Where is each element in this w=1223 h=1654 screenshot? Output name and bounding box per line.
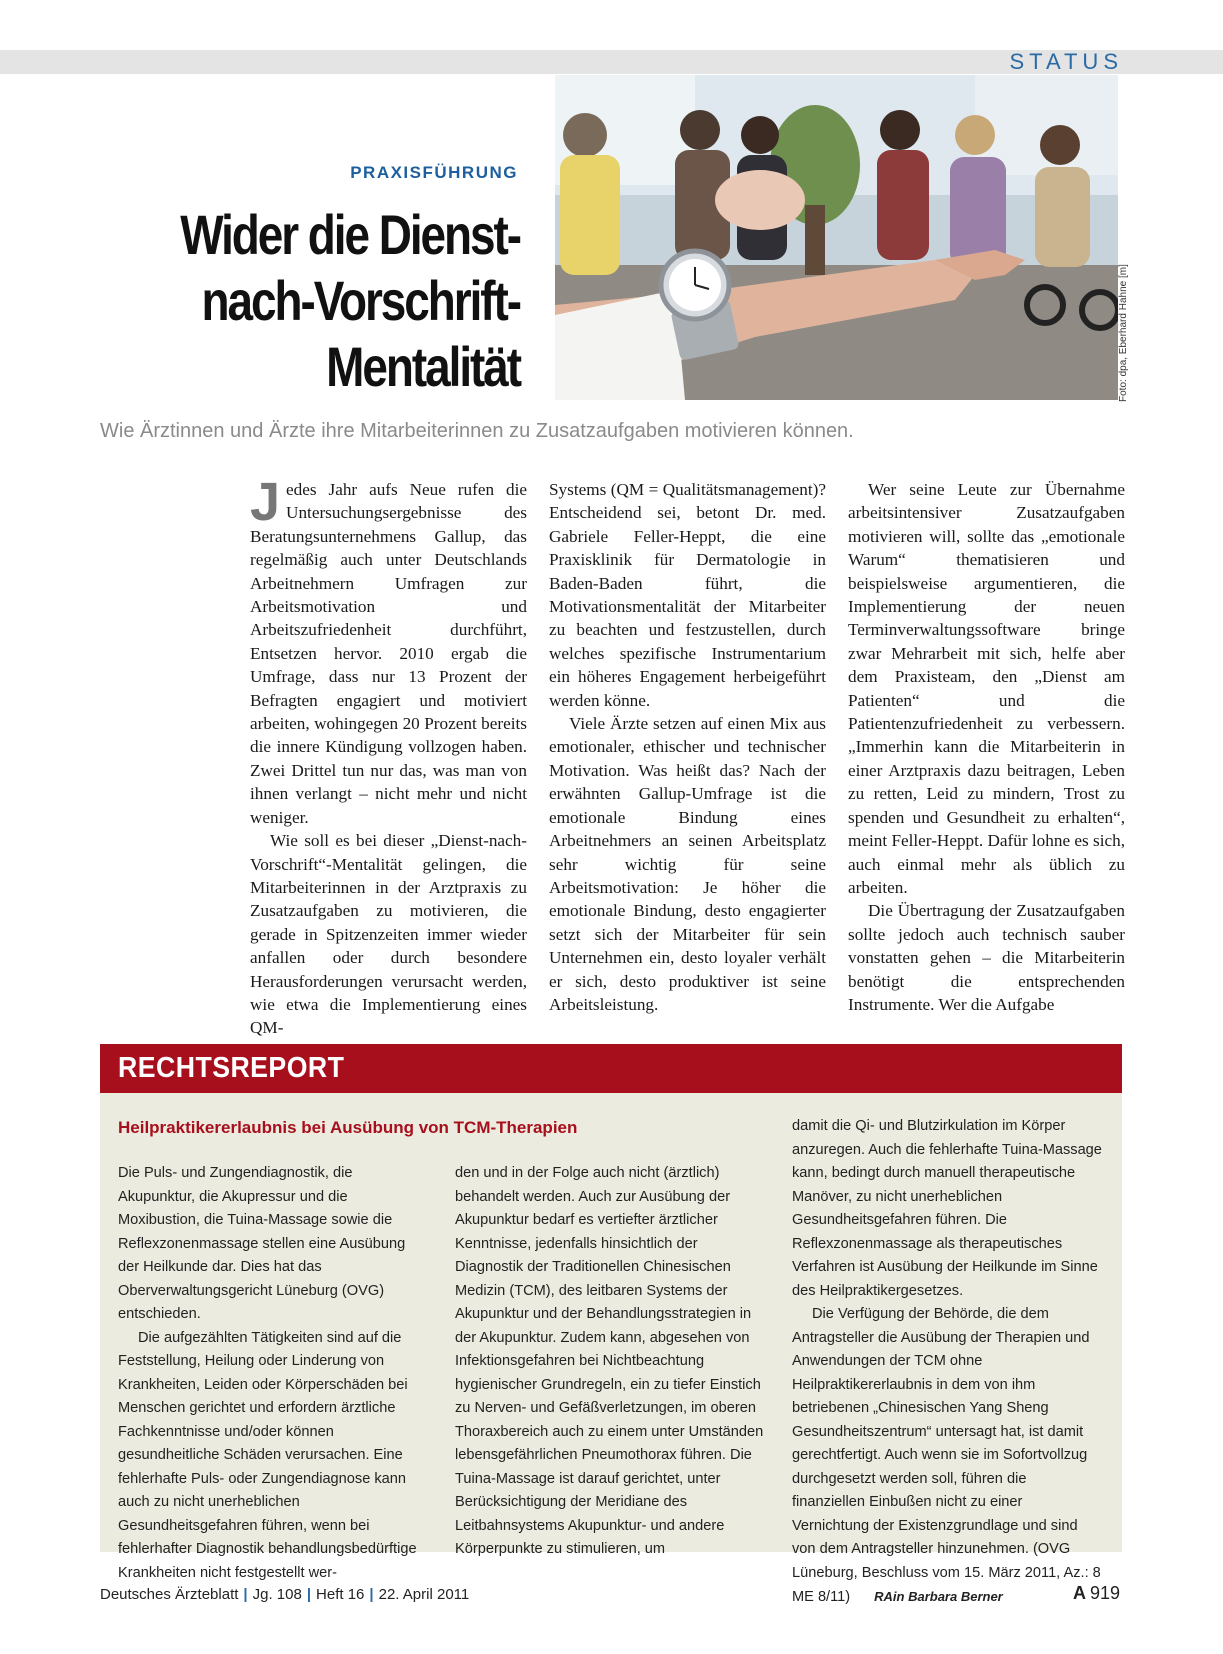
footer-separator: | [243, 1586, 248, 1603]
headline-line-2: nach-Vorschrift- [201, 269, 520, 332]
paragraph-text: Die Verfügung der Behörde, die dem Antragsteller die Ausübung der Therapien und Anwendungen der TCM ohne Heilpraktikererlaubnis in dem von ihm betriebenen „Chinesischen Yang Sheng Gesundheitszentrum“ untersagt hat, ist damit gerechtfertigt. Auch wenn sie im Sofortvollzug durchgesetzt werden soll, führen die finanziellen Einbußen nicht zu einer Vernichtung der Existenzgrundlage und sind von dem Antragsteller hinzunehmen. (OVG Lüneburg, Beschluss vom 15. März 2011, Az.: 8 ME 8/11) [792, 1306, 1101, 1605]
rechtsreport-headline: Heilpraktikererlaubnis bei Ausübung von TCM-Therapien [118, 1118, 578, 1137]
issue: Heft 16 [316, 1586, 365, 1603]
article-paragraph: Wer seine Leute zur Übernahme arbeitsintensiver Zusatzaufgaben motivieren will, sollte das „emotionale Warum“ thematisieren und beispielsweise argumentieren, die Implementierung der neuen Terminverwaltungssoftware bringe zwar Mehrarbeit mit sich, helfe aber dem Praxisteam, den „Dienst am Patienten“ und die Patientenzufriedenheit zu verbessern. „Immerhin kann die Mitarbeiterin in einer Arztpraxis dazu beitragen, Leben zu retten, Leid zu mindern, Trost zu spenden und Gesundheit zu erhalten“, meint Feller-Heppt. Dafür lohne es sich, auch einmal mehr als üblich zu arbeiten. [848, 480, 1125, 897]
rechtsreport-paragraph: den und in der Folge auch nicht (ärztlich) behandelt werden. Auch zur Ausübung der Akupunktur bedarf es vertiefter ärztlicher Kenntnisse, jedenfalls hinsichtlich der Diagnostik der Traditionellen Chinesischen Medizin (TCM), des leitbaren Systems der Akupunktur und der Behandlungsstrategien in der Akupunktur. Zudem kann, abgesehen von Infektionsgefahren bei Nichtbeachtung hygienischer Grundregeln, ein zu tiefer Einstich zu Nerven- und Gefäßverletzungen, im oberen Thoraxbereich auch zu einem unter Umständen lebensgefährlichen Pneumothorax führen. Die Tuina-Massage ist darauf gerichtet, unter Berücksichtigung der Meridiane des Leitbahnsystems Akupunktur- und andere Körperpunkte zu stimulieren, um [455, 1165, 764, 1557]
paragraph-text: edes Jahr aufs Neue rufen die Untersuchungsergebnisse des Beratungsunternehmens Gallup, das regelmäßig auch unter Deutschlands Arbeitnehmern Umfragen zur Arbeitsmotivation und Arbeitszufriedenheit durchführt, Entsetzen hervor. 2010 ergab die Umfrage, dass nur 13 Prozent der Befragten engagiert und motiviert arbeiten, wohingegen 20 Prozent bereits die innere Kündigung vollzogen haben. Zwei Drittel tun nur das, was man von ihnen verlangt – nicht mehr und nicht weniger. [250, 480, 527, 827]
article-paragraph: Viele Ärzte setzen auf einen Mix aus emotionaler, ethischer und technischer Motivation. Was heißt das? Nach der erwähnten Gallup-Umfrage ist die emotionale Bindung eines Arbeitnehmers an seinen Arbeitsplatz sehr wichtig für seine Arbeitsmotivation: Je höher die emotionale Bindung, desto engagierter setzt sich der Mitarbeiter für sein Unternehmen ein, desto loyaler verhält er sich, desto produktiver ist seine Arbeitsleistung. [549, 714, 826, 1014]
journal-name: Deutsches Ärzteblatt [100, 1586, 239, 1603]
kicker: PRAXISFÜHRUNG [350, 163, 518, 182]
photo-credit: Foto: dpa, Eberhard Hahne [m] [1118, 264, 1129, 402]
headline-line-3: Mentalität [326, 335, 520, 398]
article-column-3 [848, 478, 1125, 1016]
page-number-value: 919 [1089, 1583, 1120, 1603]
footer-separator: | [369, 1586, 374, 1603]
headline-line-1: Wider die Dienst- [180, 203, 520, 266]
rechtsreport-paragraph [792, 1303, 1102, 1610]
article-paragraph: Die Übertragung der Zusatzaufgaben sollte jedoch auch technisch sauber vonstatten gehen – die Mitarbeiterin benötigt die entsprechenden Instrumente. Wer die Aufgabe [848, 901, 1125, 1014]
article-paragraph: Systems (QM = Qualitätsmanagement)? Entscheidend sei, betont Dr. med. Gabriele Feller-Heppt, die eine Praxisklinik für Dermatologie in Baden-Baden führt, die Motivationsmentalität der Mitarbeiter zu beachten und festzustellen, durch welches spezifische Instrumentarium ein höheres Engagement herbeigeführt werden könne. [549, 480, 826, 710]
rechtsreport-paragraph: Die aufgezählten Tätigkeiten sind auf die Feststellung, Heilung oder Linderung von Krankheiten, Leiden oder Körperschäden bei Menschen gerichtet und erfordern ärztliche Fachkenntnisse und/oder können gesundheitliche Schäden verursachen. Eine fehlerhafte Puls- oder Zungendiagnose kann auch zu nicht unerheblichen Gesundheitsgefahren führen, wenn bei fehlerhafter Diagnostik behandlungsbedürftige Krankheiten nicht festgestellt wer- [118, 1329, 417, 1581]
rechtsreport-title: RECHTSREPORT [118, 1052, 345, 1084]
article-paragraph [250, 472, 527, 829]
deck: Wie Ärztinnen und Ärzte ihre Mitarbeiterinnen zu Zusatzaufgaben motivieren können. [100, 420, 854, 442]
article-photo [555, 75, 1118, 400]
rechtsreport-column-1 [118, 1162, 428, 1585]
page-number [1073, 1583, 1120, 1604]
rechtsreport-column-2 [455, 1162, 765, 1562]
volume: Jg. 108 [252, 1586, 302, 1603]
page-prefix: A [1072, 1583, 1086, 1603]
rechtsreport-column-3 [792, 1115, 1102, 1610]
rechtsreport-paragraph: damit die Qi- und Blutzirkulation im Körper anzuregen. Auch die fehlerhafte Tuina-Massage kann, bedingt durch manuell therapeutische Manöver, zu nicht unerheblichen Gesundheitsgefahren führen. Die Reflexzonenmassage als therapeutisches Verfahren ist Ausübung der Heilkunde im Sinne des Heilpraktikergesetzes. [792, 1118, 1102, 1299]
article-column-1 [250, 472, 527, 1040]
rechtsreport-paragraph: Die Puls- und Zungendiagnostik, die Akupunktur, die Akupressur und die Moxibustion, die Tuina-Massage sowie die Reflexzonenmassage stellen eine Ausübung der Heilkunde dar. Dies hat das Oberverwaltungsgericht Lüneburg (OVG) entschieden. [118, 1165, 406, 1322]
article-column-2 [549, 478, 826, 1016]
footer [100, 1586, 469, 1603]
author-byline: RAin Barbara Berner [874, 1589, 1003, 1604]
section-label: STATUS [1009, 49, 1123, 74]
headline [159, 202, 520, 400]
article-paragraph: Wie soll es bei dieser „Dienst-nach-Vorschrift“-Mentalität gelingen, die Mitarbeiterinnen in der Arztpraxis zu Zusatzaufgaben zu motivieren, die gerade in Spitzenzeiten immer wieder anfallen oder durch besondere Herausforderungen verursacht werden, wie etwa die Implementierung eines QM- [250, 831, 527, 1038]
footer-separator: | [306, 1586, 312, 1603]
drop-cap: J [250, 472, 281, 532]
issue-date: 22. April 2011 [378, 1586, 470, 1603]
